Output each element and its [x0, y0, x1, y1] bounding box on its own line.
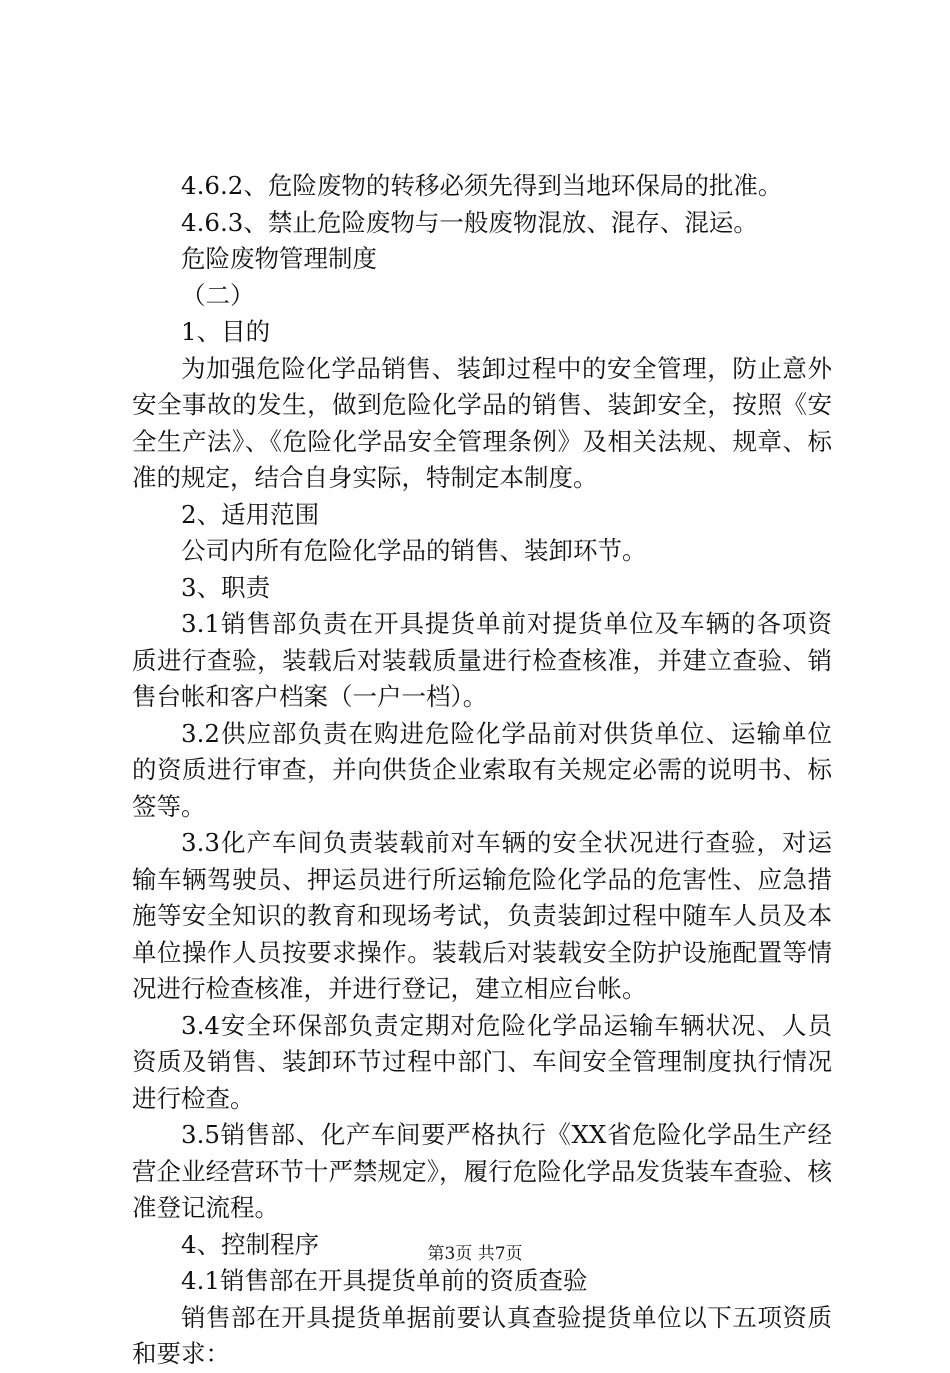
heading-duties: 3、职责	[181, 572, 271, 602]
paragraph-duty-3-3: 3.3化产车间负责装载前对车辆的安全状况进行查验，对运输车辆驾驶员、押运员进行所运输危险化学品的危害性、应急措施等安全知识的教育和现场考试，负责装卸过程中随车人员及本单位操作人员按要求操作。装载后对装载安全防护设施配置等情况进行检查核准，并进行登记，建立相应台帐。	[132, 828, 832, 1003]
paragraph-4-6-3: 4.6.3、禁止危险废物与一般废物混放、混存、混运。	[181, 207, 758, 237]
paragraph-duty-3-5: 3.5销售部、化产车间要严格执行《XX省危险化学品生产经营企业经营环节十严禁规定》，履行危险化学品发货装车查验、核准登记流程。	[132, 1120, 832, 1222]
section-number: （二）	[181, 280, 255, 310]
paragraph-purpose: 为加强危险化学品销售、装卸过程中的安全管理，防止意外安全事故的发生，做到危险化学品的销售、装卸安全，按照《安全生产法》、《危险化学品安全管理条例》及相关法规、规章、标准的规定，结合自身实际，特制定本制度。	[132, 353, 832, 492]
paragraph-duty-3-2: 3.2供应部负责在购进危险化学品前对供货单位、运输单位的资质进行审查，并向供货企业索取有关规定必需的说明书、标签等。	[132, 718, 832, 821]
paragraph-duty-3-4: 3.4安全环保部负责定期对危险化学品运输车辆状况、人员资质及销售、装卸环节过程中部门、车间安全管理制度执行情况进行检查。	[132, 1010, 832, 1113]
heading-purpose: 1、目的	[181, 317, 271, 346]
subheading-4-1: 4.1销售部在开具提货单前的资质查验	[181, 1266, 588, 1295]
document-body	[132, 168, 832, 1373]
page-number-footer: 第3页 共7页	[427, 1244, 523, 1264]
paragraph-4-6-2: 4.6.2、危险废物的转移必须先得到当地环保局的批准。	[181, 171, 783, 200]
paragraph-scope: 公司内所有危险化学品的销售、装卸环节。	[181, 536, 647, 565]
paragraph-4-1: 销售部在开具提货单据前要认真查验提货单位以下五项资质和要求：	[132, 1302, 832, 1368]
paragraph-duty-3-1: 3.1销售部负责在开具提货单前对提货单位及车辆的各项资质进行查验，装载后对装载质量进行检查核准，并建立查验、销售台帐和客户档案（一户一档）。	[132, 609, 832, 711]
heading-scope: 2、适用范围	[181, 499, 320, 529]
section-title: 危险废物管理制度	[181, 244, 377, 273]
heading-control-procedure: 4、控制程序	[181, 1229, 320, 1259]
